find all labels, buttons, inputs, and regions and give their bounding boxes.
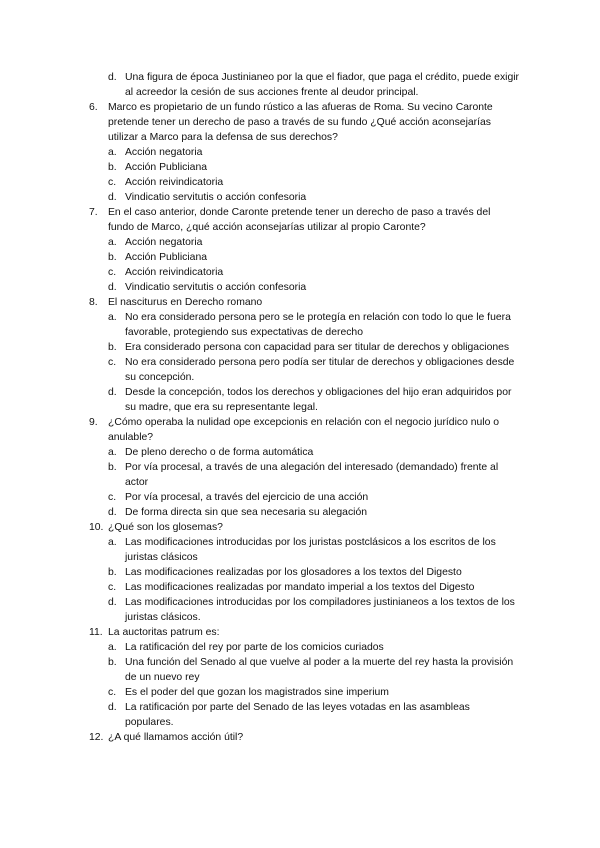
option-item	[89, 250, 519, 265]
question-number: 9.	[89, 417, 98, 428]
question-number: 10.	[89, 522, 104, 533]
option-item	[89, 310, 519, 340]
option-letter: d.	[108, 192, 117, 203]
option-text: La ratificación por parte del Senado de las leyes votadas en las asambleas populares.	[125, 702, 470, 728]
option-letter: b.	[108, 462, 117, 473]
option-item	[89, 340, 519, 355]
option-letter: a.	[108, 447, 117, 458]
option-letter: c.	[108, 177, 117, 188]
option-text: Era considerado persona con capacidad para ser titular de derechos y obligaciones	[125, 342, 510, 353]
question-item	[89, 295, 519, 310]
option-text: Acción negatoria	[125, 237, 203, 248]
option-item	[89, 265, 519, 280]
option-item	[89, 595, 519, 625]
option-letter: b.	[108, 657, 117, 668]
option-text: Vindicatio servitutis o acción confesoria	[125, 192, 307, 203]
option-text: Acción Publiciana	[125, 162, 208, 173]
option-letter: d.	[108, 72, 117, 83]
option-letter: a.	[108, 312, 117, 323]
option-item	[89, 280, 519, 295]
option-text: Las modificaciones realizadas por mandato imperial a los textos del Digesto	[125, 582, 475, 593]
option-letter: c.	[108, 687, 117, 698]
option-text: Por vía procesal, a través del ejercicio de una acción	[125, 492, 369, 503]
option-item	[89, 175, 519, 190]
option-item	[89, 700, 519, 730]
option-text: Las modificaciones realizadas por los glosadores a los textos del Digesto	[125, 567, 462, 578]
question-number: 7.	[89, 207, 98, 218]
option-letter: b.	[108, 162, 117, 173]
option-item	[89, 565, 519, 580]
option-letter: d.	[108, 282, 117, 293]
option-text: Las modificaciones introducidas por los compiladores justinianeos a los textos de los juristas clásicos.	[125, 597, 515, 623]
option-text: La ratificación del rey por parte de los comicios curiados	[125, 642, 384, 653]
question-item	[89, 100, 519, 145]
question-text: ¿Qué son los glosemas?	[108, 522, 223, 533]
question-number: 6.	[89, 102, 98, 113]
option-item	[89, 70, 519, 100]
option-item	[89, 385, 519, 415]
option-text: No era considerado persona pero podía ser titular de derechos y obligaciones desde su concepción.	[125, 357, 515, 383]
option-item	[89, 235, 519, 250]
question-list	[89, 70, 519, 745]
question-item	[89, 625, 519, 640]
option-item	[89, 640, 519, 655]
option-item	[89, 355, 519, 385]
question-item	[89, 520, 519, 535]
question-text: Marco es propietario de un fundo rústico a las afueras de Roma. Su vecino Caronte pretende tener un derecho de paso a través de su fundo ¿Qué acción aconsejarías utilizar a Marco para la defensa de sus derechos?	[108, 102, 493, 143]
option-letter: d.	[108, 702, 117, 713]
option-list	[89, 640, 519, 730]
question-number: 8.	[89, 297, 98, 308]
option-item	[89, 145, 519, 160]
option-text: Una función del Senado al que vuelve al poder a la muerte del rey hasta la provisión de un nuevo rey	[125, 657, 514, 683]
option-letter: b.	[108, 567, 117, 578]
option-list	[89, 445, 519, 520]
question-text: ¿Cómo operaba la nulidad ope excepcionis en relación con el negocio jurídico nulo o anulable?	[108, 417, 500, 443]
option-list	[89, 235, 519, 295]
option-letter: b.	[108, 342, 117, 353]
question-item	[89, 415, 519, 445]
option-item	[89, 445, 519, 460]
option-item	[89, 580, 519, 595]
option-text: Una figura de época Justinianeo por la que el fiador, que paga el crédito, puede exigir al acreedor la cesión de sus acciones frente al deudor principal.	[125, 72, 519, 98]
option-text: De pleno derecho o de forma automática	[125, 447, 314, 458]
option-item	[89, 190, 519, 205]
option-item	[89, 460, 519, 490]
question-text: ¿A qué llamamos acción útil?	[108, 732, 244, 743]
option-letter: a.	[108, 642, 117, 653]
option-text: Desde la concepción, todos los derechos y obligaciones del hijo eran adquiridos por su madre, que era su representante legal.	[125, 387, 512, 413]
question-text: En el caso anterior, donde Caronte pretende tener un derecho de paso a través del fundo de Marco, ¿qué acción aconsejarías utilizar al propio Caronte?	[108, 207, 491, 233]
question-text: El nasciturus en Derecho romano	[108, 297, 263, 308]
option-list	[89, 535, 519, 625]
option-item	[89, 655, 519, 685]
option-letter: c.	[108, 357, 117, 368]
option-text: Por vía procesal, a través de una alegación del interesado (demandado) frente al actor	[125, 462, 499, 488]
option-text: No era considerado persona pero se le protegía en relación con todo lo que le fuera favorable, protegiendo sus expectativas de derecho	[125, 312, 511, 338]
option-item	[89, 490, 519, 505]
option-letter: d.	[108, 387, 117, 398]
option-text: Es el poder del que gozan los magistrados sine imperium	[125, 687, 389, 698]
option-letter: a.	[108, 147, 117, 158]
option-text: De forma directa sin que sea necesaria su alegación	[125, 507, 368, 518]
option-item	[89, 160, 519, 175]
option-letter: c.	[108, 492, 117, 503]
question-text: La auctoritas patrum es:	[108, 627, 220, 638]
question-item	[89, 205, 519, 235]
option-item	[89, 505, 519, 520]
option-letter: d.	[108, 597, 117, 608]
option-letter: b.	[108, 252, 117, 263]
option-item	[89, 535, 519, 565]
option-letter: c.	[108, 267, 117, 278]
option-letter: a.	[108, 537, 117, 548]
previous-question-continuation	[89, 70, 519, 100]
option-list	[89, 310, 519, 415]
option-item	[89, 685, 519, 700]
option-text: Las modificaciones introducidas por los juristas postclásicos a los escritos de los juristas clásicos	[125, 537, 496, 563]
option-letter: a.	[108, 237, 117, 248]
option-letter: c.	[108, 582, 117, 593]
option-text: Acción reivindicatoria	[125, 267, 224, 278]
option-text: Acción reivindicatoria	[125, 177, 224, 188]
option-list	[89, 145, 519, 205]
option-letter: d.	[108, 507, 117, 518]
question-number: 11.	[89, 627, 103, 638]
question-number: 12.	[89, 732, 104, 743]
question-item	[89, 730, 519, 745]
option-text: Acción negatoria	[125, 147, 203, 158]
option-text: Acción Publiciana	[125, 252, 208, 263]
option-text: Vindicatio servitutis o acción confesoria	[125, 282, 307, 293]
